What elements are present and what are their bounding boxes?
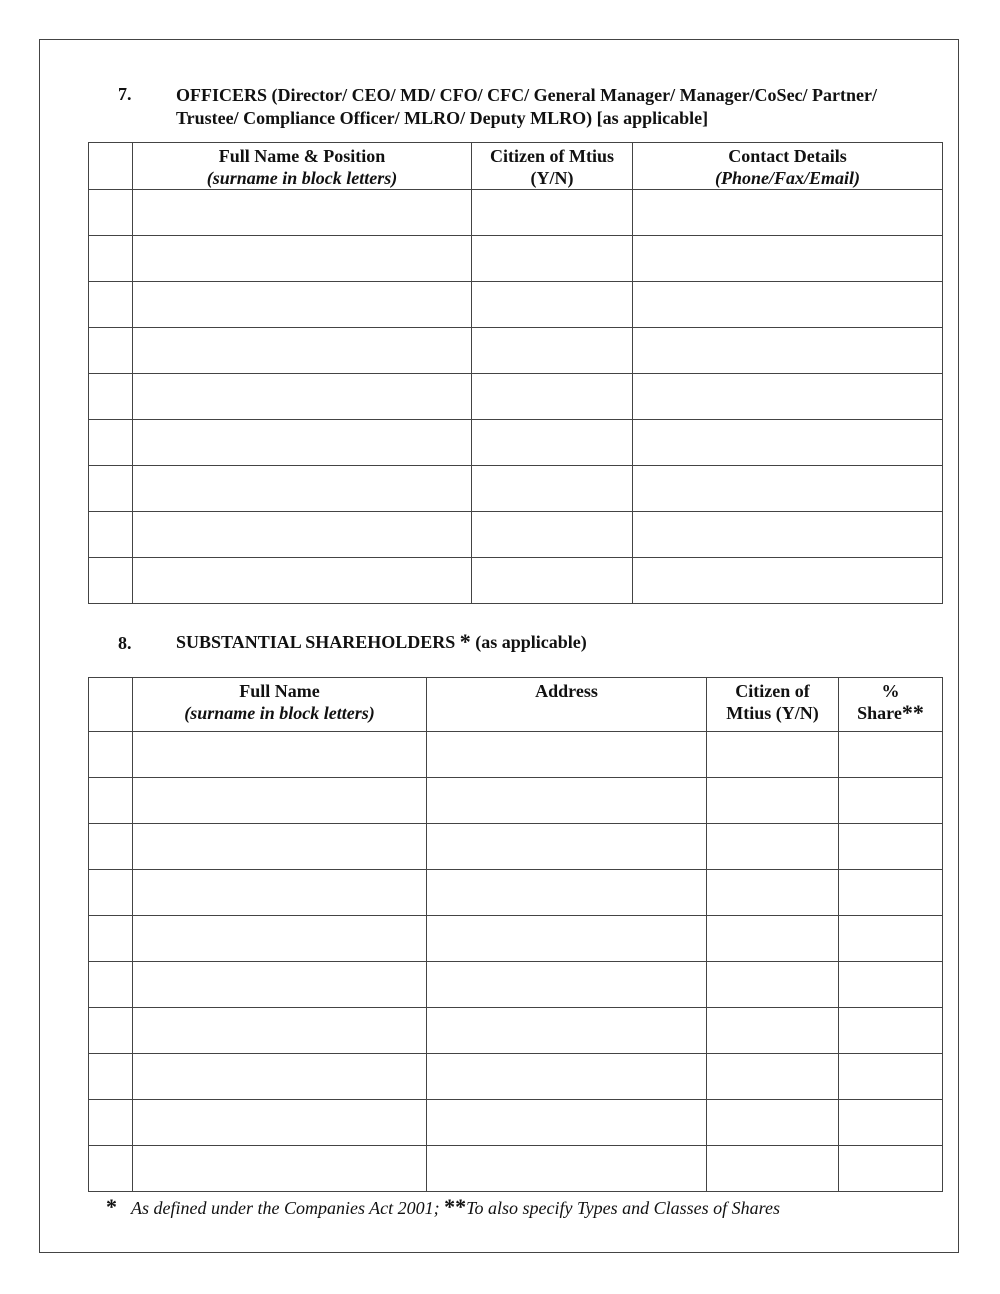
footnote-text-2: To also specify Types and Classes of Shares (466, 1198, 780, 1218)
shareholders-table-cell[interactable] (839, 824, 943, 870)
shareholders-table-cell[interactable] (133, 824, 427, 870)
officers-table-cell[interactable] (472, 190, 633, 236)
officers-table-cell[interactable] (472, 466, 633, 512)
shareholders-table-row (89, 824, 943, 870)
shareholders-table-row (89, 1100, 943, 1146)
shareholders-table-cell[interactable] (89, 962, 133, 1008)
shareholders-table-cell[interactable] (707, 962, 839, 1008)
shareholders-table-cell[interactable] (839, 1008, 943, 1054)
officers-table-cell[interactable] (633, 420, 943, 466)
shareholders-table-row (89, 778, 943, 824)
shareholders-table-cell[interactable] (133, 732, 427, 778)
shareholders-table-cell[interactable] (133, 778, 427, 824)
officers-table-cell[interactable] (133, 190, 472, 236)
officers-table-cell[interactable] (633, 328, 943, 374)
officers-table-cell[interactable] (472, 282, 633, 328)
officers-col-index (89, 143, 133, 190)
shareholders-table-row (89, 732, 943, 778)
shareholders-table-cell[interactable] (89, 778, 133, 824)
officers-table-cell[interactable] (133, 512, 472, 558)
shareholders-table-cell[interactable] (839, 778, 943, 824)
shareholders-table-row (89, 870, 943, 916)
officers-table-cell[interactable] (472, 328, 633, 374)
officers-table-row (89, 558, 943, 604)
shareholders-table-cell[interactable] (707, 1146, 839, 1192)
section-7-title (176, 84, 877, 130)
shareholders-table-cell[interactable] (707, 1100, 839, 1146)
shareholders-table-cell[interactable] (707, 1054, 839, 1100)
officers-table-cell[interactable] (472, 420, 633, 466)
shareholders-table-cell[interactable] (707, 870, 839, 916)
officers-header-row (89, 143, 943, 190)
shareholders-table-cell[interactable] (707, 732, 839, 778)
officers-table-row (89, 328, 943, 374)
shareholders-col-citizen: Citizen of Mtius (Y/N) (707, 678, 839, 732)
officers-table-row (89, 236, 943, 282)
shareholders-table-cell[interactable] (133, 1054, 427, 1100)
shareholders-table-cell[interactable] (839, 962, 943, 1008)
footnote-double-asterisk: ** (444, 1194, 467, 1219)
shareholders-header-row (89, 678, 943, 732)
officers-table-cell[interactable] (633, 512, 943, 558)
shareholders-table-cell[interactable] (89, 1100, 133, 1146)
officers-table-cell[interactable] (89, 512, 133, 558)
section-7-number: 7. (118, 84, 132, 104)
officers-table-cell[interactable] (472, 558, 633, 604)
shareholders-table-cell[interactable] (427, 962, 707, 1008)
footnote-text-1: As defined under the Companies Act 2001; (131, 1198, 445, 1218)
shareholders-table-cell[interactable] (89, 1054, 133, 1100)
officers-table-cell[interactable] (89, 190, 133, 236)
shareholders-table-cell[interactable] (839, 1146, 943, 1192)
shareholders-table-cell[interactable] (133, 962, 427, 1008)
shareholders-col-index (89, 678, 133, 732)
officers-table-row (89, 466, 943, 512)
shareholders-table-cell[interactable] (89, 1008, 133, 1054)
shareholders-table-cell[interactable] (707, 916, 839, 962)
shareholders-table-cell[interactable] (427, 732, 707, 778)
officers-table-cell[interactable] (89, 236, 133, 282)
shareholders-table-cell[interactable] (839, 1100, 943, 1146)
shareholders-table-cell[interactable] (427, 870, 707, 916)
shareholders-col-fullname: Full Name (surname in block letters) (133, 678, 427, 732)
officers-table-cell[interactable] (633, 282, 943, 328)
shareholders-table-cell[interactable] (133, 1008, 427, 1054)
officers-table-row (89, 190, 943, 236)
shareholders-table-cell[interactable] (427, 1100, 707, 1146)
share-double-asterisk: ** (901, 700, 924, 725)
shareholders-table-row (89, 962, 943, 1008)
shareholders-table-row (89, 1146, 943, 1192)
section-8-asterisk: * (459, 629, 471, 654)
officers-col-contact: Contact Details (Phone/Fax/Email) (633, 143, 943, 190)
officers-table-row (89, 420, 943, 466)
shareholders-table-cell[interactable] (839, 870, 943, 916)
shareholders-table-row (89, 1008, 943, 1054)
officers-table-cell[interactable] (89, 466, 133, 512)
officers-table-cell[interactable] (633, 236, 943, 282)
shareholders-table-cell[interactable] (427, 1054, 707, 1100)
officers-table-cell[interactable] (133, 328, 472, 374)
officers-table-cell[interactable] (633, 558, 943, 604)
shareholders-table-cell[interactable] (133, 916, 427, 962)
shareholders-table-cell[interactable] (89, 916, 133, 962)
shareholders-table-cell[interactable] (89, 870, 133, 916)
shareholders-table-cell[interactable] (133, 1100, 427, 1146)
officers-table (88, 142, 943, 604)
officers-table-cell[interactable] (133, 236, 472, 282)
officers-table-cell[interactable] (89, 374, 133, 420)
officers-table-row (89, 512, 943, 558)
shareholders-col-address: Address (427, 678, 707, 732)
officers-table-cell[interactable] (133, 282, 472, 328)
officers-table-row (89, 374, 943, 420)
shareholders-table-cell[interactable] (707, 778, 839, 824)
shareholders-table-cell[interactable] (133, 870, 427, 916)
officers-table-cell[interactable] (89, 558, 133, 604)
officers-table-cell[interactable] (89, 420, 133, 466)
shareholders-col-share: % Share** (839, 678, 943, 732)
shareholders-table-cell[interactable] (707, 1008, 839, 1054)
officers-col-fullname: Full Name & Position (surname in block letters) (133, 143, 472, 190)
shareholders-table-cell[interactable] (427, 778, 707, 824)
officers-table-cell[interactable] (633, 374, 943, 420)
section-7-title-line1: OFFICERS (Director/ CEO/ MD/ CFO/ CFC/ General Manager/ Manager/CoSec/ Partner/ (176, 85, 878, 105)
shareholders-table-row (89, 1054, 943, 1100)
officers-table-cell[interactable] (133, 420, 472, 466)
officers-table-cell[interactable] (472, 374, 633, 420)
shareholders-table (88, 677, 943, 1192)
officers-table-cell[interactable] (133, 374, 472, 420)
officers-table-cell[interactable] (633, 190, 943, 236)
section-8-number: 8. (118, 633, 132, 653)
shareholders-table-cell[interactable] (707, 824, 839, 870)
shareholders-table-cell[interactable] (427, 1146, 707, 1192)
shareholders-table-cell[interactable] (427, 824, 707, 870)
officers-table-cell[interactable] (89, 328, 133, 374)
officers-table-cell[interactable] (133, 558, 472, 604)
shareholders-table-row (89, 916, 943, 962)
officers-table-row (89, 282, 943, 328)
shareholders-table-cell[interactable] (839, 732, 943, 778)
officers-table-cell[interactable] (133, 466, 472, 512)
officers-table-cell[interactable] (472, 236, 633, 282)
shareholders-table-cell[interactable] (89, 732, 133, 778)
footnote (106, 1194, 780, 1220)
officers-col-citizen: Citizen of Mtius (Y/N) (472, 143, 633, 190)
section-8-title: SUBSTANTIAL SHAREHOLDERS * (as applicable) (176, 629, 587, 654)
section-7-title-line2: Trustee/ Compliance Officer/ MLRO/ Deputy MLRO) [as applicable] (176, 108, 709, 128)
shareholders-table-cell[interactable] (839, 916, 943, 962)
shareholders-table-cell[interactable] (133, 1146, 427, 1192)
shareholders-table-cell[interactable] (89, 824, 133, 870)
shareholders-table-cell[interactable] (89, 1146, 133, 1192)
shareholders-table-cell[interactable] (839, 1054, 943, 1100)
officers-table-cell[interactable] (89, 282, 133, 328)
officers-table-cell[interactable] (472, 512, 633, 558)
shareholders-table-cell[interactable] (427, 1008, 707, 1054)
officers-table-cell[interactable] (633, 466, 943, 512)
shareholders-table-cell[interactable] (427, 916, 707, 962)
footnote-asterisk: * (106, 1194, 117, 1219)
